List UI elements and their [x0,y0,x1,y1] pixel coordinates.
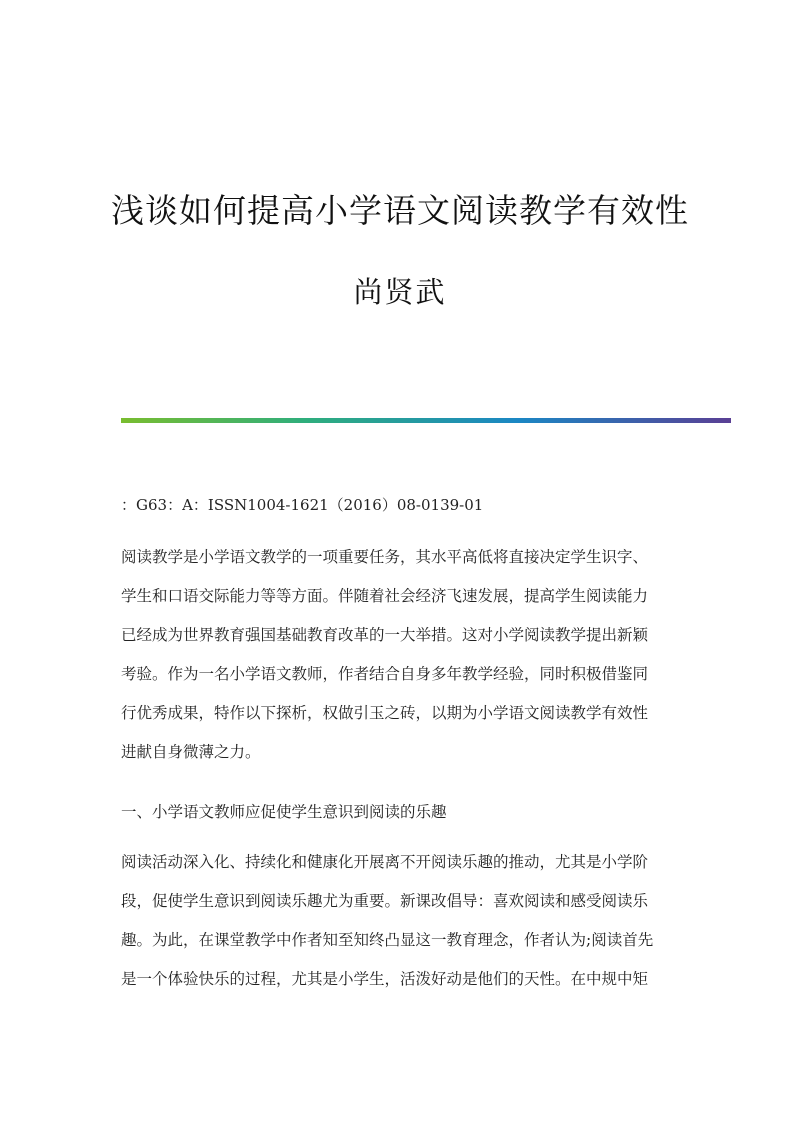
section-heading: 一、小学语文教师应促使学生意识到阅读的乐趣 [121,803,447,821]
paragraph-intro [121,545,691,779]
paragraph-line: 阅读活动深入化、持续化和健康化开展离不开阅读乐趣的推动，尤其是小学阶 [121,853,649,871]
document-title: 浅谈如何提高小学语文阅读教学有效性 [111,191,689,230]
paragraph-section1 [121,850,691,1006]
paragraph-line: 考验。作为一名小学语文教师，作者结合自身多年教学经验，同时积极借鉴同 [121,665,649,683]
paragraph-line: 行优秀成果，特作以下探析，权做引玉之砖，以期为小学语文阅读教学有效性 [121,704,649,722]
classification-line: ：G63：A：ISSN1004-1621（2016）08-0139-01 [121,496,484,514]
paragraph-line: 段，促使学生意识到阅读乐趣尤为重要。新课改倡导：喜欢阅读和感受阅读乐 [121,892,649,910]
paragraph-line: 学生和口语交际能力等等方面。伴随着社会经济飞速发展，提高学生阅读能力 [121,587,649,605]
gradient-divider [121,418,731,423]
author-name: 尚贤武 [353,275,447,309]
paragraph-line: 已经成为世界教育强国基础教育改革的一大举措。这对小学阅读教学提出新颖 [121,626,649,644]
paragraph-line: 阅读教学是小学语文教学的一项重要任务，其水平高低将直接决定学生识字、 [121,548,649,566]
paragraph-line: 进献自身微薄之力。 [121,743,261,761]
paragraph-line: 是一个体验快乐的过程，尤其是小学生，活泼好动是他们的天性。在中规中矩 [121,970,649,988]
paragraph-line: 趣。为此，在课堂教学中作者知至知终凸显这一教育理念，作者认为;阅读首先 [121,931,654,949]
